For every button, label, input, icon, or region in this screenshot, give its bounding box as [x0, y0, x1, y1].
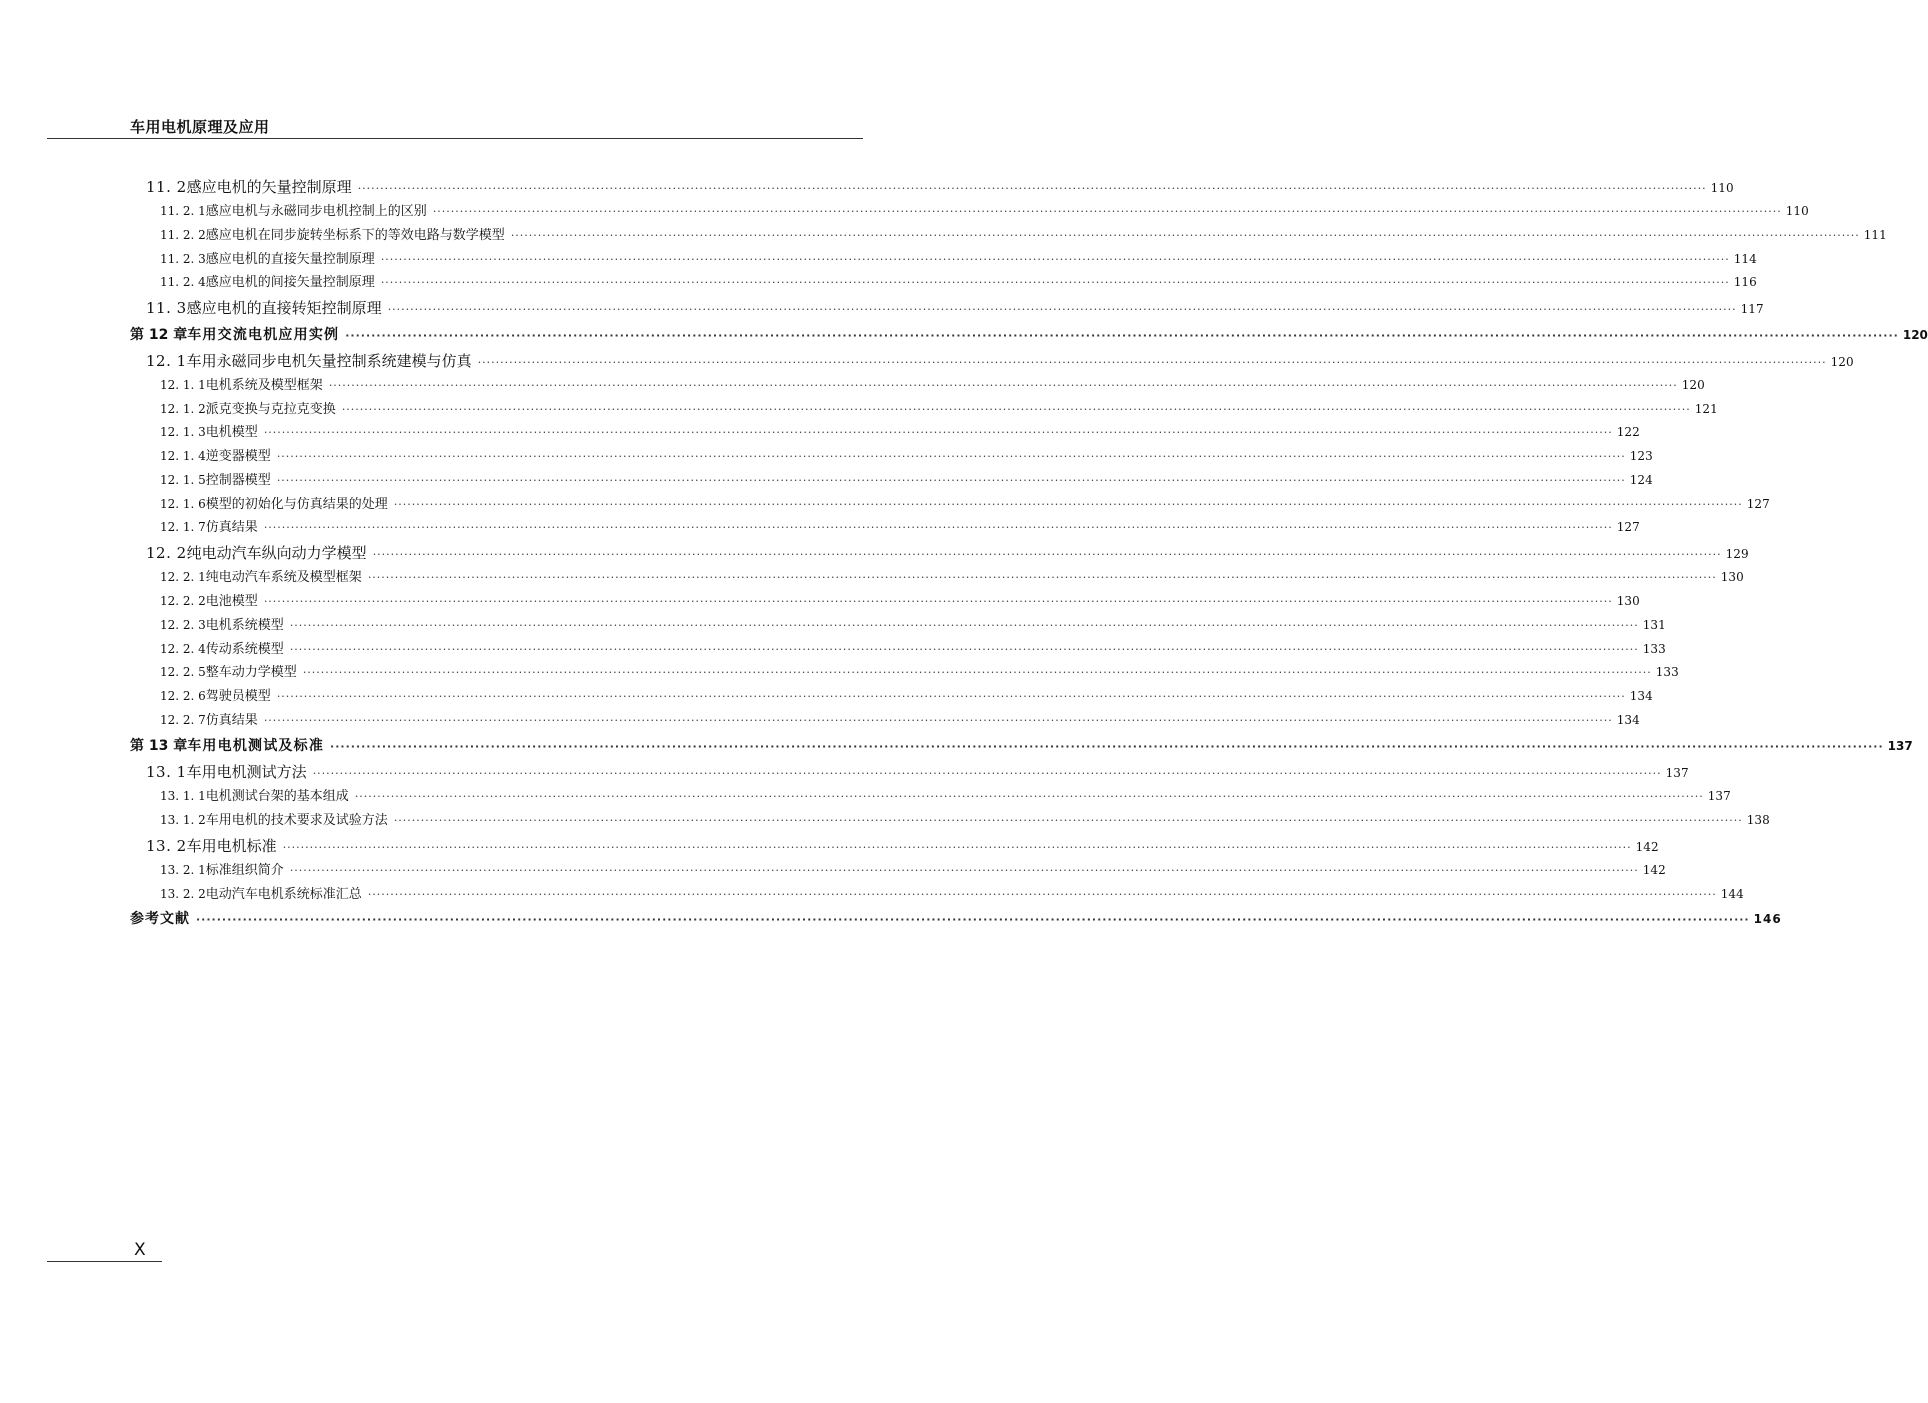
toc-entry-page: 120 [1830, 355, 1854, 369]
page-folio: X [134, 1240, 146, 1260]
toc-entry-page: 110 [1785, 204, 1809, 218]
toc-entry-section [146, 352, 1854, 370]
toc-entry-sub [160, 570, 1744, 585]
toc-entry-number: 12. 1. 5 [160, 473, 206, 487]
toc-entry-page: 133 [1655, 665, 1679, 679]
toc-entry-section [146, 837, 1659, 855]
toc-entry-page: 134 [1616, 713, 1640, 727]
toc-entry-title: 感应电机在同步旋转坐标系下的等效电路与数学模型 [205, 228, 505, 243]
toc-entry-page: 122 [1616, 425, 1640, 439]
toc-entry-sub [160, 402, 1718, 417]
toc-leader-dots: ············································································································································································································································································································ [276, 474, 1626, 487]
toc-entry-title: 感应电机与永磁同步电机控制上的区别 [205, 204, 427, 219]
toc-entry-page: 127 [1616, 520, 1640, 534]
toc-leader-dots: ············································································································································································································································································································ [345, 329, 1899, 342]
toc-entry-page: 138 [1746, 813, 1770, 827]
toc-entry-title: 纯电动汽车系统及模型框架 [205, 570, 362, 585]
toc-entry-title: 纯电动汽车纵向动力学模型 [186, 544, 367, 562]
toc-entry-number: 12. 2. 2 [160, 594, 206, 608]
toc-entry-sub [160, 497, 1770, 512]
toc-entry-title: 参考文献 [130, 911, 190, 927]
toc-entry-title: 驾驶员模型 [205, 689, 271, 704]
toc-entry-number: 12. 1 [146, 352, 187, 370]
toc-leader-dots: ············································································································································································································································································································ [312, 767, 1662, 780]
toc-entry-sub [160, 473, 1653, 488]
toc-entry-number: 11. 2. 1 [160, 204, 206, 218]
toc-entry-number: 12. 2. 5 [160, 665, 206, 679]
toc-entry-number: 12. 1. 7 [160, 520, 206, 534]
toc-entry-title: 车用电机的技术要求及试验方法 [205, 813, 388, 828]
toc-entry-page: 142 [1635, 840, 1659, 854]
toc-entry-number: 11. 2. 2 [160, 228, 206, 242]
toc-entry-title: 仿真结果 [205, 520, 258, 535]
toc-entry-ref [130, 911, 1782, 927]
toc-entry-number: 13. 1. 1 [160, 789, 206, 803]
toc-entry-number: 13. 2. 1 [160, 863, 206, 877]
toc-entry-number: 12. 2. 6 [160, 689, 206, 703]
toc-entry-title: 电动汽车电机系统标准汇总 [205, 887, 362, 902]
toc-entry-page: 127 [1746, 497, 1770, 511]
toc-entry-sub [160, 425, 1640, 440]
toc-leader-dots: ············································································································································································································································································································ [289, 619, 1639, 632]
toc-entry-number: 12. 1. 3 [160, 425, 206, 439]
toc-entry-sub [160, 713, 1640, 728]
toc-entry-sub [160, 449, 1653, 464]
toc-entry-sub [160, 789, 1731, 804]
toc-entry-page: 120 [1681, 378, 1705, 392]
toc-entry-number: 13. 2. 2 [160, 887, 206, 901]
toc-entry-title: 车用电机标准 [186, 837, 277, 855]
toc-entry-number: 12. 2. 7 [160, 713, 206, 727]
toc-entry-sub [160, 689, 1653, 704]
toc-entry-number: 12. 1. 6 [160, 497, 206, 511]
toc-entry-number: 13. 1. 2 [160, 813, 206, 827]
toc-entry-number: 12. 2 [146, 544, 187, 562]
toc-entry-title: 模型的初始化与仿真结果的处理 [205, 497, 388, 512]
toc-entry-sub [160, 204, 1809, 219]
toc-leader-dots: ············································································································································································································································································································ [354, 790, 1704, 803]
toc-entry-number: 12. 1. 1 [160, 378, 206, 392]
toc-entry-number: 11. 2. 4 [160, 275, 206, 289]
toc-entry-title: 传动系统模型 [205, 642, 284, 657]
toc-entry-number: 11. 2 [146, 178, 187, 196]
toc-leader-dots: ············································································································································································································································································································ [341, 403, 1691, 416]
toc-leader-dots: ············································································································································································································································································································ [387, 303, 1737, 316]
toc-entry-number: 12. 1. 4 [160, 449, 206, 463]
toc-entry-page: 144 [1720, 887, 1744, 901]
toc-entry-sub [160, 618, 1666, 633]
toc-entry-number: 11. 3 [146, 299, 187, 317]
toc-leader-dots: ············································································································································································································································································································ [276, 690, 1626, 703]
toc-entry-title: 车用电机测试方法 [186, 763, 307, 781]
toc-entry-section [146, 763, 1689, 781]
toc-entry-page: 137 [1707, 789, 1731, 803]
toc-leader-dots: ············································································································································································································································································································ [289, 643, 1639, 656]
toc-leader-dots: ············································································································································································································································································································ [276, 450, 1626, 463]
toc-entry-number: 第 13 章 [130, 738, 188, 754]
toc-entry-section [146, 544, 1749, 562]
toc-entry-title: 电机模型 [205, 425, 258, 440]
toc-entry-sub [160, 252, 1757, 267]
toc-entry-sub [160, 813, 1770, 828]
toc-entry-page: 131 [1642, 618, 1666, 632]
toc-leader-dots: ············································································································································································································································································································ [196, 913, 1750, 926]
toc-entry-title: 感应电机的直接转矩控制原理 [186, 299, 382, 317]
toc-entry-sub [160, 665, 1679, 680]
toc-entry-chapter [130, 327, 1928, 343]
toc-entry-sub [160, 887, 1744, 902]
toc-entry-title: 车用电机测试及标准 [187, 738, 325, 754]
toc-leader-dots: ············································································································································································································································································································ [289, 864, 1639, 877]
toc-leader-dots: ············································································································································································································································································································ [510, 229, 1860, 242]
toc-entry-page: 137 [1887, 739, 1913, 753]
toc-entry-page: 130 [1616, 594, 1640, 608]
toc-entry-page: 134 [1629, 689, 1653, 703]
toc-entry-title: 感应电机的矢量控制原理 [186, 178, 352, 196]
toc-leader-dots: ············································································································································································································································································································ [393, 814, 1743, 827]
toc-entry-section [146, 299, 1764, 317]
toc-entry-title: 感应电机的间接矢量控制原理 [205, 275, 375, 290]
toc-entry-title: 车用永磁同步电机矢量控制系统建模与仿真 [186, 352, 472, 370]
toc-leader-dots: ············································································································································································································································································································ [477, 356, 1827, 369]
toc-entry-title: 电池模型 [205, 594, 258, 609]
toc-entry-title: 逆变器模型 [205, 449, 271, 464]
toc-entry-sub [160, 378, 1705, 393]
toc-entry-title: 仿真结果 [205, 713, 258, 728]
toc-entry-sub [160, 594, 1640, 609]
toc-entry-number: 12. 2. 3 [160, 618, 206, 632]
toc-leader-dots: ············································································································································································································································································································ [263, 521, 1613, 534]
toc-entry-title: 车用交流电机应用实例 [187, 327, 340, 343]
toc-entry-sub [160, 642, 1666, 657]
toc-entry-chapter [130, 738, 1913, 754]
toc-entry-number: 12. 1. 2 [160, 402, 206, 416]
toc-leader-dots: ············································································································································································································································································································ [282, 841, 1632, 854]
toc-entry-number: 13. 1 [146, 763, 187, 781]
toc-leader-dots: ············································································································································································································································································································ [302, 666, 1652, 679]
toc-entry-section [146, 178, 1734, 196]
header-rule [47, 138, 863, 139]
toc-entry-number: 13. 2 [146, 837, 187, 855]
toc-entry-number: 第 12 章 [130, 327, 188, 343]
toc-leader-dots: ············································································································································································································································································································ [263, 595, 1613, 608]
toc-entry-title: 电机系统模型 [205, 618, 284, 633]
toc-entry-page: 133 [1642, 642, 1666, 656]
toc-entry-page: 114 [1733, 252, 1757, 266]
toc-entry-title: 电机测试台架的基本组成 [205, 789, 349, 804]
toc-entry-page: 137 [1665, 766, 1689, 780]
toc-entry-sub [160, 275, 1757, 290]
toc-entry-page: 117 [1740, 302, 1764, 316]
running-header: 车用电机原理及应用 [130, 118, 270, 136]
toc-entry-number: 12. 2. 1 [160, 570, 206, 584]
toc-entry-sub [160, 228, 1887, 243]
toc-leader-dots: ············································································································································································································································································································ [372, 548, 1722, 561]
toc-entry-page: 110 [1710, 181, 1734, 195]
toc-leader-dots: ············································································································································································································································································································ [380, 253, 1730, 266]
toc-entry-page: 116 [1733, 275, 1757, 289]
toc-entry-page: 142 [1642, 863, 1666, 877]
toc-entry-title: 感应电机的直接矢量控制原理 [205, 252, 375, 267]
toc-entry-page: 130 [1720, 570, 1744, 584]
toc-entry-page: 120 [1902, 328, 1928, 342]
toc-leader-dots: ············································································································································································································································································································ [263, 714, 1613, 727]
toc-entry-page: 123 [1629, 449, 1653, 463]
toc-leader-dots: ············································································································································································································································································································ [330, 740, 1884, 753]
toc-entry-title: 标准组织简介 [205, 863, 284, 878]
toc-entry-page: 111 [1863, 228, 1887, 242]
toc-entry-title: 控制器模型 [205, 473, 271, 488]
toc-leader-dots: ············································································································································································································································································································ [393, 498, 1743, 511]
toc-entry-title: 派克变换与克拉克变换 [205, 402, 336, 417]
toc-entry-page: 129 [1725, 547, 1749, 561]
footer-rule [47, 1261, 162, 1262]
toc-entry-page: 146 [1753, 912, 1782, 926]
toc-leader-dots: ············································································································································································································································································································ [380, 276, 1730, 289]
toc-leader-dots: ············································································································································································································································································································ [263, 426, 1613, 439]
toc-entry-page: 124 [1629, 473, 1653, 487]
toc-entry-sub [160, 520, 1640, 535]
toc-leader-dots: ············································································································································································································································································································ [432, 205, 1782, 218]
toc-leader-dots: ············································································································································································································································································································ [367, 888, 1717, 901]
toc-entry-page: 121 [1694, 402, 1718, 416]
toc-entry-title: 电机系统及模型框架 [205, 378, 323, 393]
toc-leader-dots: ············································································································································································································································································································ [328, 379, 1678, 392]
toc-leader-dots: ············································································································································································································································································································ [357, 182, 1707, 195]
toc-entry-sub [160, 863, 1666, 878]
toc-entry-number: 11. 2. 3 [160, 252, 206, 266]
toc-entry-number: 12. 2. 4 [160, 642, 206, 656]
toc-entry-title: 整车动力学模型 [205, 665, 297, 680]
toc-leader-dots: ············································································································································································································································································································ [367, 571, 1717, 584]
